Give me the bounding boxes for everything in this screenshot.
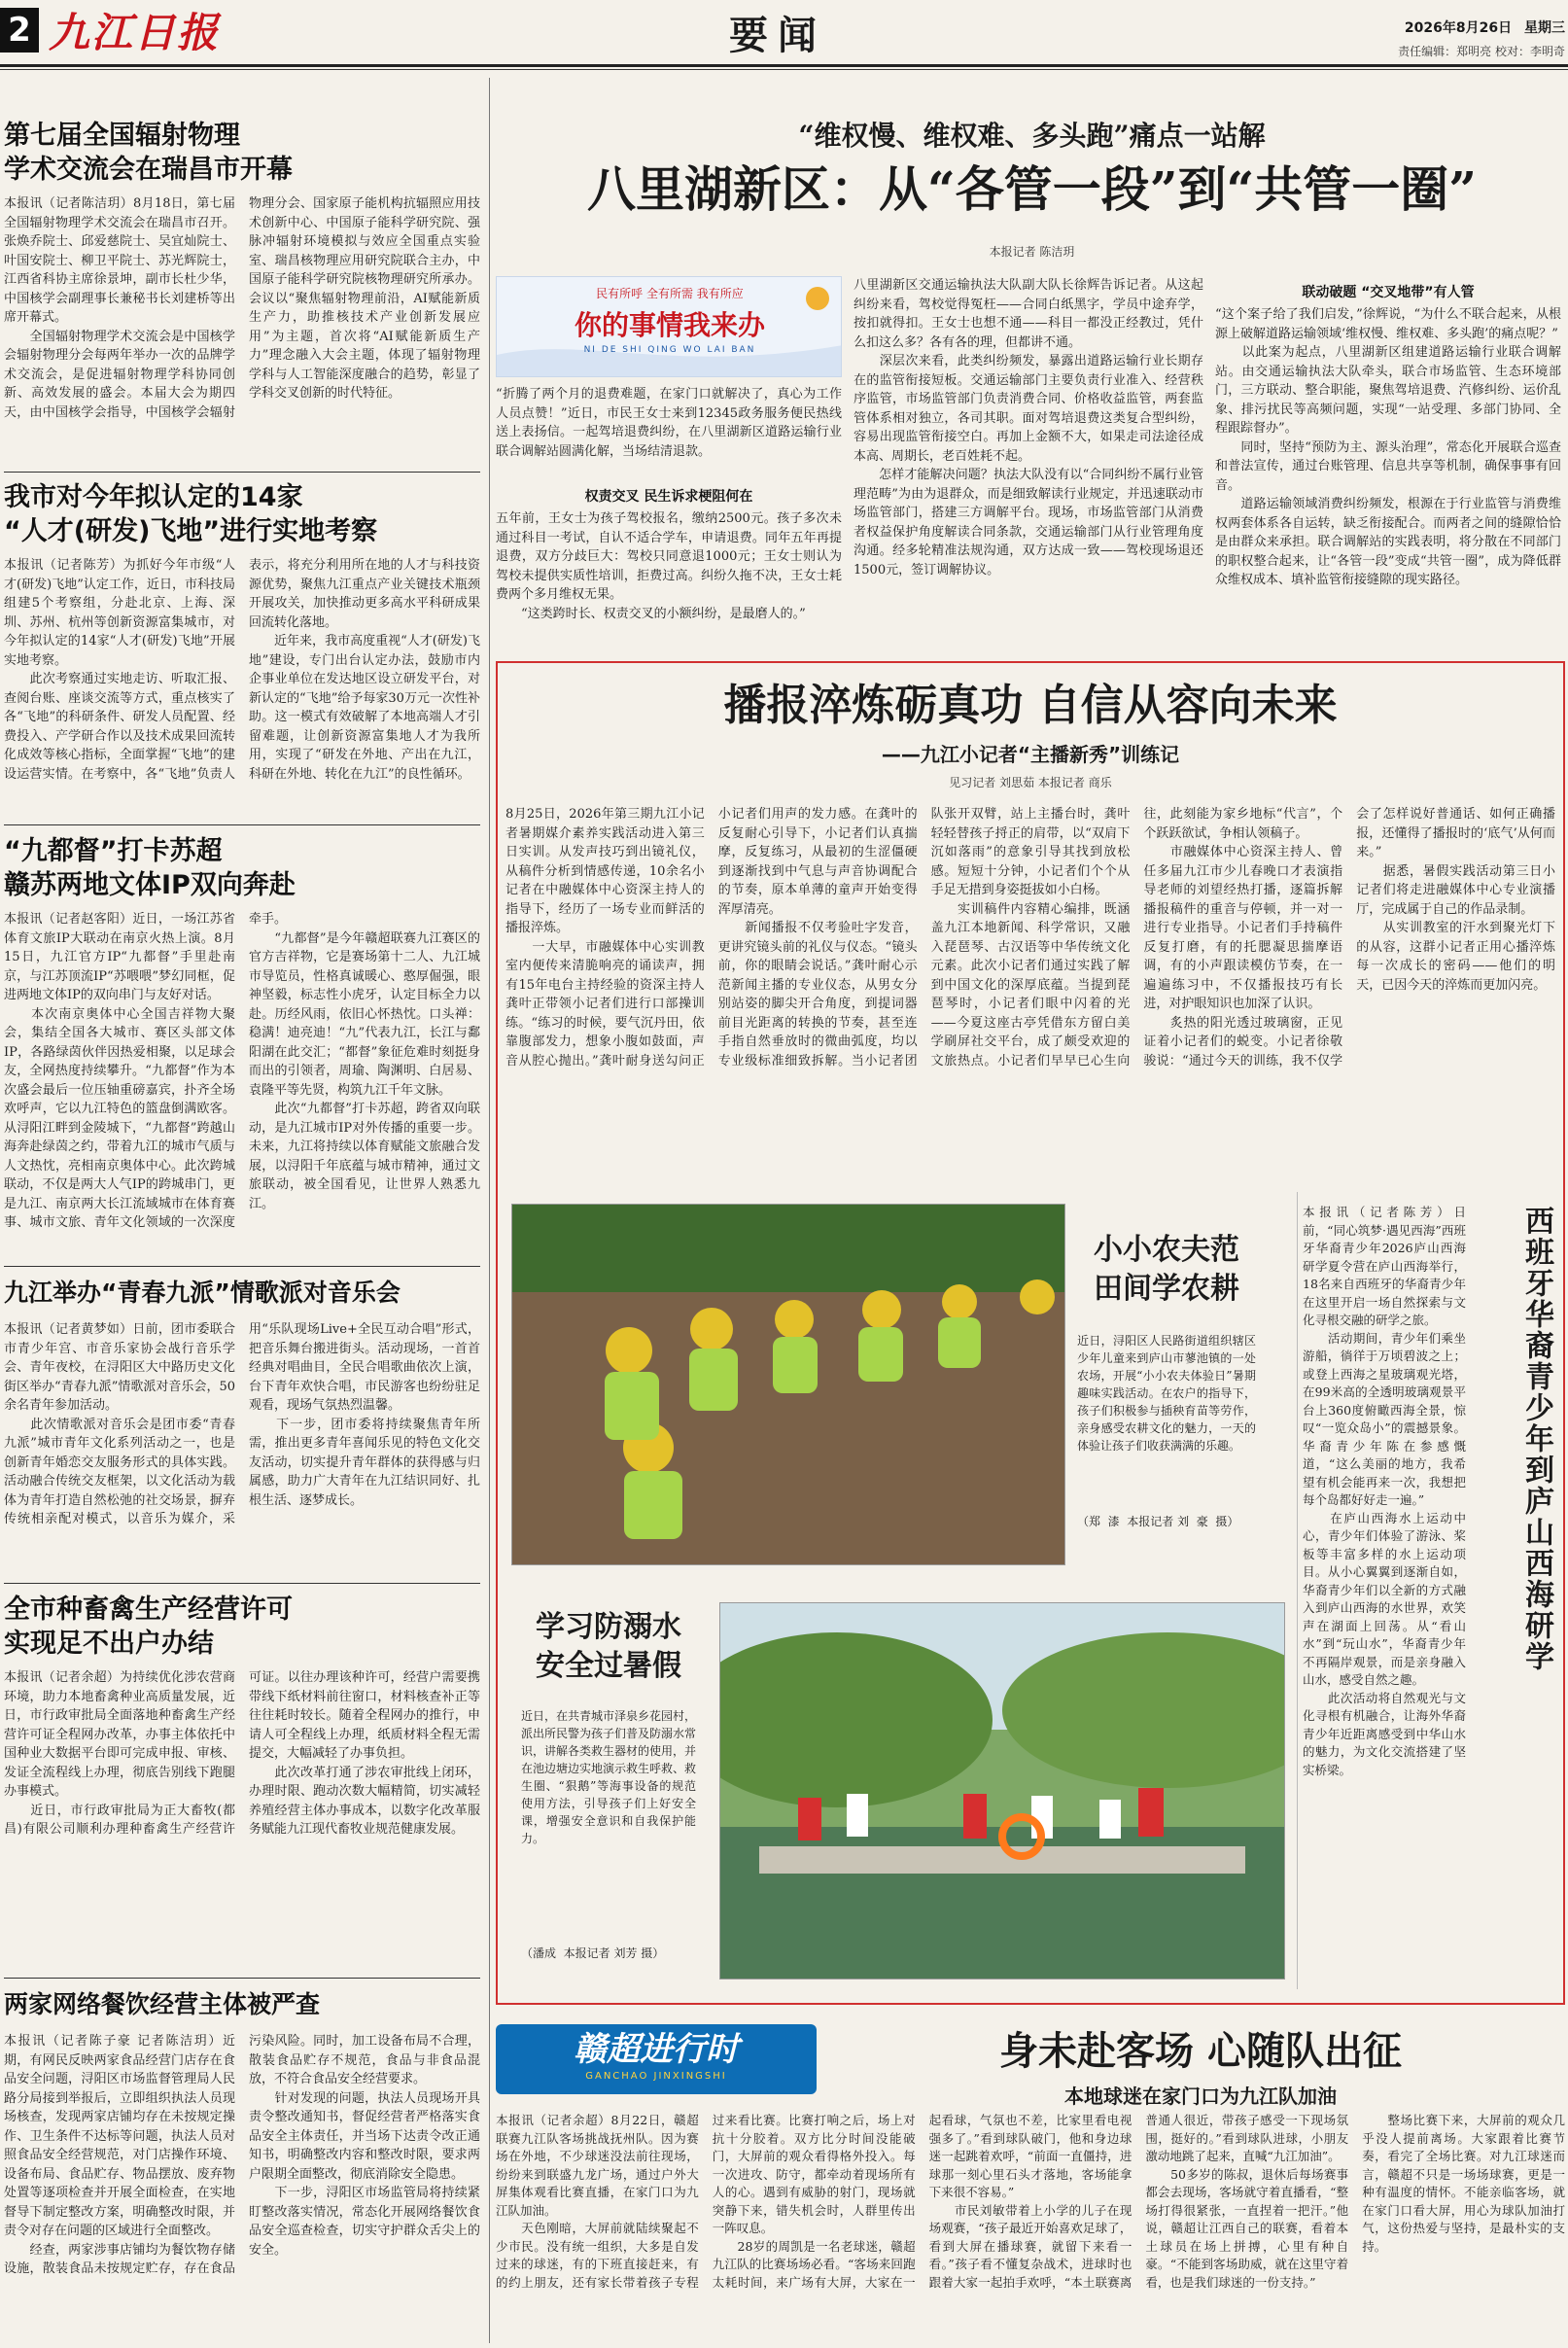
title-line-2: 田间学农耕 (1094, 1272, 1239, 1306)
issue-date (1264, 18, 1565, 37)
article-title-food-safety: 两家网络餐饮经营主体被严查 (4, 1990, 321, 2018)
lead-kicker: “维权慢、维权难、多头跑”痛点一站解 (798, 120, 1266, 152)
title-line-1: 小小农夫范 (1094, 1233, 1239, 1267)
article-body-radiation: 本报讯（记者陈洁玥）8月18日，第七届全国辐射物理学术交流会在瑞昌市召开。张焕乔院士、邱爱慈院士、吴宜灿院士、叶国安院士、柳卫平院士、苏光辉院士，江西省科协主席徐景坤，副市长杜少华，中国核学会副理事长兼秘书长刘建桥等出席开幕式。 全国辐射物理学术交流会是中国核学会辐射物理分会每两年举办一次的品牌学术交流会，是促进辐射物理学科协同创新、高效发展的盛会。本届大会为期四天，由中国核学会指导，中国核学会辐射物理分会、国家原子能机构抗辐照应用技术创新中心、中国原子能科学研究院、强脉冲辐射环境模拟与效应全国重点实验室、瑞昌核物理应用研究院联合主办，中国原子能科学研究院核物理研究所承办。会议以“聚焦辐射物理前沿，AI赋能新质生产力，助推核技术产业创新发展应用”为主题，首次将“AI赋能新质生产力”理念融入大会主题，体现了辐射物理学科与人工智能深度融合的趋势，彰显了学科交叉创新的时代特征。 (4, 196, 480, 420)
article-title-livestock (4, 1593, 480, 1661)
newspaper-logo: 九江日报 (49, 9, 221, 56)
farm-caption-title (1077, 1231, 1256, 1309)
article-divider (4, 1583, 480, 1584)
article-divider (4, 1266, 480, 1267)
title-line-1: 学习防溺水 (536, 1610, 681, 1644)
spain-vertical-title: 西班牙华裔青少年到庐山西海研学 (1519, 1206, 1553, 1672)
article-title-talent (4, 480, 480, 548)
feature-subtitle: ——九江小记者“主播新秀”训练记 (881, 743, 1180, 766)
sports-logo-text: 赣超进行时 (574, 2030, 739, 2069)
farm-photo (511, 1204, 1065, 1565)
sports-body: 本报讯（记者余超）8月22日，赣超联赛九江队客场挑战抚州队。因为赛场在外地，不少球迷没法前往现场，纷纷来到联盛九龙广场，通过户外大屏集体观看比赛直播，在家门口为九江队加油。 天色刚暗，大屏前就陆续聚起不少市民。没有统一组织，大多是自发过来的球迷，有的下班直接赶来，有的约上朋友，还有家长带着孩子专程过来看比赛。比赛打响之后，场上对抗十分胶着。双方比分时间没能破门，大屏前的观众看得格外投入。每一次进攻、防守，都牵动着现场所有人的心。遇到有威胁的射门，现场就突静下来，错失机会时，人群里传出一阵叹息。 28岁的周凯是一名老球迷，赣超九江队的比赛场场必看。“客场来回跑太耗时间，来广场有大屏，大家在一起看球，气氛也不差，比家里看电视强多了。”看到球队破门，他和身边球迷一起跳着欢呼，“前面一直僵持，进球那一刻心里石头才落地，客场能拿下来很不容易。” 市民刘敏带着上小学的儿子在现场观赛，“孩子最近开始喜欢足球了，看到大屏在播球赛，就留下来看一看。”孩子看不懂复杂战术，进球时也跟着大家一起拍手欢呼，“本土联赛离普通人很近，带孩子感受一下现场氛围，挺好的。”看到球队进球，小朋友激动地跳了起来，直喊“九江加油”。 50多岁的陈叔，退休后每场赛事都会去现场，客场就守着直播看，“整场打得很紧张，一直捏着一把汗。”他说，赣超让江西自己的联赛，看着本土球员在场上拼搏，心里有种自豪。“不能到客场助威，就在这里守着看，也是我们球迷的一份支持。” 整场比赛下来，大屏前的观众几乎没人提前离场。大家跟着比赛节奏，看完了全场比赛。对九江球迷而言，赣超不只是一场场球赛，更是一种有温度的情怀。不能亲临客场，就在家门口看大屏，用心为球队加油打气，这份热爱与坚持，是最朴实的支持。 (496, 2113, 1565, 2290)
title-line-2: 赣苏两地文体IP双向奔赴 (4, 870, 296, 900)
masthead-rule (0, 64, 1568, 67)
swim-photo (719, 1602, 1285, 1980)
lead-subhead-2: 联动破题 “交叉地带”有人管 (1302, 285, 1475, 300)
farm-photo-image (512, 1205, 1065, 1565)
article-divider (4, 1978, 480, 1979)
banner-pinyin: NI DE SHI QING WO LAI BAN (583, 345, 756, 355)
lead-body-3: 八里湖新区交通运输执法大队副大队长徐辉告诉记者。从这起纠纷来看，驾校觉得冤枉——合同白纸黑字，学员中途弃学，按扣就得扣。王女士也想不通——科目一都没正经教过，凭什么扣这么多？各有各的理，但都讲不通。 深层次来看，此类纠纷频发，暴露出道路运输行业长期存在的监管衔接短板。交通运输部门主要负责行业准入、经营秩序监管，市场监管部门负责消费合同、价格收益监管，两套监管体系相对独立，各司其职。面对驾培退费这类复合型纠纷，容易出现监管衔接空白。再加上金额不大，如果走司法途径成本高、周期长，老百姓耗不起。 怎样才能解决问题？执法大队没有以“合同纠纷不属行业管理范畴”为由为退群众，而是细致解读行业规定，并迅速联动市场监管部门，搭建三方调解平台。现场，市场监管部门从消费者权益保护角度解读合同条款，交通运输部门从行业管理角度沟通。经多轮精准法规沟通，双方达成一致——驾校现场退还1500元，签订调解协议。 (854, 278, 1203, 578)
title-line-1: “九都督”打卡苏超 (4, 836, 223, 866)
date-text: 2026年8月26日 (1404, 20, 1513, 36)
service-banner (496, 276, 842, 377)
page-number: 2 (8, 11, 31, 50)
lead-byline: 本报记者 陈洁玥 (989, 245, 1075, 259)
title-line-1: 第七届全国辐射物理 (4, 121, 240, 151)
article-divider (4, 824, 480, 825)
lead-body-2: 五年前，王女士为孩子驾校报名，缴纳2500元。孩子多次未通过科目一考试，自认不适合学车，申请退费。同年五年再提退费，双方分歧巨大：驾校只同意退1000元；王女士则认为驾校未提供实质性培训，拒费过高。纠纷久拖不决，王女士耗费两个多月维权无果。 “这类跨时长、权责交叉的小额纠纷，是最磨人的。” (496, 511, 842, 621)
article-divider (4, 472, 480, 473)
feature-inner-divider (1297, 1192, 1298, 1989)
lead-headline: 八里湖新区：从“各管一段”到“共管一圈” (586, 160, 1478, 218)
spain-article-body: 本报讯（记者陈芳）日前，“同心筑梦·遇见西海”西班牙华裔青少年2026庐山西海研学夏令营在庐山西海举行，18名来自西班牙的华裔青少年在这里开启一场自然探索与文化寻根交融的研学之旅。 活动期间，青少年们乘坐游船，徜徉于万顷碧波之上；或登上西海之星玻璃观光塔，在99米高的全透明玻璃观景平台上360度俯瞰西海全景，惊叹“一览众岛小”的震撼景象。华裔青少年陈在参感慨道，“这么美丽的地方，我希望有机会能再来一次，我想把每个岛都好好走一遍。” 在庐山西海水上运动中心，青少年们体验了游泳、桨板等丰富多样的水上运动项目。从小心翼翼到逐渐自如，华裔青少年们以全新的方式融入到庐山西海的水世界，欢笑声在湖面上回荡。从“看山水”到“玩山水”，华裔青少年不再隔岸观景，而是亲身融入山水，感受自然之趣。 此次活动将自然观光与文化寻根有机融合，让海外华裔青少年近距离感受到中华山水的魅力，为文化交流搭建了坚实桥梁。 (1303, 1205, 1466, 1777)
swim-caption-title (511, 1608, 706, 1686)
banner-slogan: 民有所呼 全有所需 我有所应 (596, 287, 744, 300)
feature-headline: 播报淬炼砺真功 自信从容向未来 (723, 681, 1338, 730)
title-line-2: “人才(研发)飞地”进行实地考察 (4, 516, 378, 546)
sports-subtitle: 本地球迷在家门口为九江队加油 (1064, 2085, 1337, 2108)
title-line-2: 实现足不出户办结 (4, 1629, 214, 1659)
article-body-livestock: 本报讯（记者余超）为持续优化涉农营商环境，助力本地畜禽种业高质量发展，近日，市行政审批局全面落地种畜禽生产经营许可证全程网办改革，办事主体依托中国种业大数据平台即可完成申报、审核、发证全流程线上办理，彻底告别线下跑腿办事模式。 近日，市行政审批局为正大畜牧(都昌)有限公司顺利办理种畜禽生产经营许可证。以往办理该种许可，经营户需要携带线下纸材料前往窗口，材料核查补正等往往耗时较长。随着全程网办的推行，申请人可全程线上办理，纸质材料全程无需提交，大幅减轻了办事负担。 此次改革打通了涉农审批线上闭环，办理时限、跑动次数大幅精简，切实减轻养殖经营主体办事成本，以数字化改革服务赋能九江现代畜牧业规范健康发展。 (4, 1670, 480, 1837)
swim-photo-credit: （潘成 本报记者 刘芳 摄） (521, 1946, 665, 1960)
farm-photo-credit: （郑 漆 本报记者 刘 豪 摄） (1077, 1515, 1239, 1528)
article-body-mascot: 本报讯（记者赵客阳）近日，一场江苏省体育文旅IP大联动在南京火热上演。8月15日，九江官方IP“九都督”手里赴南京，与江苏顶流IP“苏喂喂”梦幻同框，促进两地文体IP的双向串门与友好对话。 本次南京奥体中心全国吉祥物大聚会，集结全国各大城市、赛区头部文体IP，各路绿茵伙伴因热爱相聚，以足球会友，全网热度持续攀升。“九都督”作为本次盛会最后一位压轴重磅嘉宾，扑齐全场欢呼声，它以九江特色的篮盘倒满欧客。从浔阳江畔到金陵城下，“九都督”跨越山海奔赴绿茵之约，带着九江的城市气质与人文热忱，亮相南京奥体中心。此次跨城联动，不仅是两大人气IP的跨城串门，更是九江、南京两大长江流域城市在体育赛事、城市文旅、青年文化领域的一次深度牵手。 “九都督”是今年赣超联赛九江赛区的官方吉祥物，它是赛场第十二人、九江城市导览员，性格真诚暖心、憨厚倔强，眼神坚毅，标志性小虎牙，认定目标全力以赴。历经风雨，依旧心怀热忱。口头禅：稳满！迪亮迪！“九”代表九江，长江与鄱阳湖在此交汇；“都督”象征危难时刻挺身而出的引领者，周瑜、陶渊明、白居易、袁隆平等先贤，构筑九江千年文脉。 此次“九都督”打卡苏超，跨省双向联动，是九江城市IP对外传播的重要一步。未来，九江将持续以体育赋能文旅融合发展，以浔阳千年底蕴与城市精神，通过文旅联动，被全国看见，让世界人熟悉九江。 (4, 912, 480, 1230)
lead-subhead-1: 权责交叉 民生诉求梗阻何在 (584, 489, 753, 505)
lead-body-4: “这个案子给了我们启发，”徐辉说，“为什么不联合起来，从根源上破解道路运输领域‘维权慢、维权难、多头跑’的痛点呢？” 以此案为起点，八里湖新区组建道路运输行业联合调解站。由交通运输执法大队牵头，联合市场监管、生态环境部门，三方联动、整合职能，聚焦驾培退费、汽修纠纷、运价乱象、排污扰民等高频问题，实现“一站受理、多部门协同、全程跟踪督办”。 同时，坚持“预防为主、源头治理”，常态化开展联合巡查和普法宣传，通过台账管理、信息共享等机制，确保事事有回音。 道路运输领域消费纠纷频发，根源在于行业监管与消费维权两套体系各自运转，缺乏衔接配合。而两者之间的缝隙恰恰是由群众来承担。联合调解站的实践表明，将分散在不同部门的职权整合起来，让“各管一段”变成“共管一圈”，成为降低群众维权成本、填补监管衔接缝隙的现实路径。 (1215, 307, 1561, 587)
banner-title: 你的事情我来办 (574, 309, 765, 341)
editor-credits: 责任编辑：郑明亮 校对：李明奇 (1398, 45, 1565, 58)
article-body-food-safety: 本报讯（记者陈子豪 记者陈洁玥）近期，有网民反映两家食品经营门店存在食品安全问题，浔阳区市场监督管理局人民路分局接到举报后，立即组织执法人员现场核查，发现两家店铺均存在未按规定操作、卫生条件不达标等问题，执法人员对照食品安全经营规范，对门店操作环境、设备布局、食品贮存、物品摆放、废弃物处置等逐项检查并开展全面检查，在实地督导下制定整改方案，明确整改时限，并责令对存在问题的区域进行全面整改。 经查，两家涉事店铺均为餐饮物存储设施，散装食品未按规定贮存，存在食品污染风险。同时，加工设备布局不合理，散装食品贮存不规范，食品与非食品混放，不符合食品安全经营要求。 针对发现的问题，执法人员现场开具责令整改通知书，督促经营者严格落实食品安全主体责任，并当场下达责令改正通知书，明确整改内容和整改时限，要求两户限期全面整改，彻底消除安全隐患。 下一步，浔阳区市场监管局将持续紧盯整改落实情况，常态化开展网络餐饮食品安全巡查检查，切实守护群众舌尖上的安全。 (4, 2034, 480, 2276)
masthead-rule-thin (0, 69, 1568, 70)
title-line-1: 我市对今年拟认定的14家 (4, 482, 303, 512)
sports-headline: 身未赴客场 心随队出征 (999, 2028, 1402, 2074)
article-title-concert: 九江举办“青春九派”情歌派对音乐会 (4, 1279, 401, 1307)
section-title: 要闻 (729, 13, 826, 58)
weekday-text: 星期三 (1524, 20, 1565, 36)
article-body-concert: 本报讯（记者黄梦如）日前，团市委联合市青少年宫、市音乐家协会战行音乐学会、青年夜校，在浔阳区大中路历史文化街区举办“青春九派”情歌派对音乐会，50余名青年参加活动。 此次情歌派对音乐会是团市委“青春九派”城市青年文化系列活动之一，也是创新青年婚恋交友服务形式的具体实践。活动融合传统交友框架，以文化活动为载体为青年打造自然松弛的社交场景，摒弃传统相亲配对模式，以音乐为媒介，采用“乐队现场Live+全民互动合唱”形式，把音乐舞台搬进街头。活动现场，一首首经典对唱曲目，全民合唱歌曲依次上演，台下青年欢快合唱，市民游客也纷纷驻足观看，现场气氛热烈温馨。 下一步，团市委将持续聚焦青年所需，推出更多青年喜闻乐见的特色文化交友活动，切实提升青年群体的获得感与归属感，助力广大青年在九江结识同好、扎根生活、逐梦成长。 (4, 1322, 480, 1526)
article-title-radiation (4, 119, 480, 187)
sports-logo (496, 2024, 817, 2094)
sports-logo-subtext: GANCHAO JINXINGSHI (585, 2071, 727, 2082)
title-line-2: 学术交流会在瑞昌市开幕 (4, 155, 293, 185)
feature-byline: 见习记者 刘思茹 本报记者 商乐 (949, 776, 1112, 789)
article-title-mascot (4, 834, 480, 902)
farm-caption-body: 近日，浔阳区人民路街道组织辖区少年儿童来到庐山市蓼池镇的一处农场，开展“小小农夫体验日”暑期趣味实践活动。在农户的指导下，孩子们积极参与插秧育苗等劳作，亲身感受农耕文化的魅力，一天的体验让孩子们收获满满的乐趣。 (1077, 1334, 1256, 1453)
title-line-2: 安全过暑假 (536, 1649, 681, 1683)
title-line-1: 全市种畜禽生产经营许可 (4, 1595, 293, 1625)
swim-caption-body: 近日，在共青城市泽泉乡花园村，派出所民警为孩子们普及防溺水常识，讲解各类救生器材的使用，并在池边塘边实地演示救生呼救、救生圈、“狠鹅”等海事设备的规范使用方法，引导孩子们上好安全课，增强安全意识和自我保护能力。 (521, 1709, 696, 1845)
article-body-talent: 本报讯（记者陈芳）为抓好今年市级“人才(研发)飞地”认定工作，近日，市科技局组建5个考察组，分赴北京、上海、深圳、苏州、杭州等创新资源富集城市，对今年拟认定的14家“人才(研发)飞地”开展实地考察。 此次考察通过实地走访、听取汇报、查阅台账、座谈交流等方式，重点核实了各“飞地”的科研条件、研发人员配置、经费投入、产学研合作以及技术成果回流转化成效等核心指标，全面掌握“飞地”的建设运营实情。在考察中，各“飞地”负责人表示，将充分利用所在地的人才与科技资源优势，聚焦九江重点产业关键技术瓶颈开展攻关，加快推动更多高水平科研成果回流转化落地。 近年来，我市高度重视“人才(研发)飞地”建设，专门出台认定办法，鼓励市内企事业单位在发达地区设立研发平台，对新认定的“飞地”给予每家30万元一次性补助。这一模式有效破解了本地高端人才引留难题，让创新资源富集地人才为我所用，实现了“研发在外地、产出在九江，科研在外地、转化在九江”的良性循环。 (4, 558, 480, 782)
feature-body: 8月25日，2026年第三期九江小记者暑期媒介素养实践活动进入第三日实训。从发声技巧到出镜礼仪，从稿件分析到情感传递，10余名小记者在中融媒体中心资深主持人的指导下，经历了一场专业而鲜活的播报淬炼。 一大早，市融媒体中心实训教室内便传来清脆响亮的诵读声，拥有15年电台主持经验的资深主持人龚叶正带领小记者们进行口部操训练。“练习的时候，要气沉丹田，依靠腹部发力，想象小腹如鼓面，声音从腔心抛出。”龚叶耐身送勾问正小记者们用声的发力感。在龚叶的反复耐心引导下，小记者们认真揣摩，反复练习，从最初的生涩僵硬到逐渐找到中气息与声音协调配合的节奏，原本单薄的童声开始变得浑厚清亮。 新闻播报不仅考验吐字发音，更讲究镜头前的礼仪与仪态。“镜头前，你的眼睛会说话。”龚叶耐心示范新闻主播的专业仪态，从男女分别站姿的脚尖开合角度，到提词器前目光距离的转换的节奏，甚至连手指自然垂放时的微曲弧度，均以专业级标准细致拆解。当小记者团队张开双臂，站上主播台时，龚叶轻轻替孩子捋正的肩带，以“双肩下沉如落雨”的意象引导其找到放松感。短短十分钟，小记者们个个从手足无措到身姿挺拔如小白杨。 实训稿件内容精心编排，既涵盖九江本地新闻、科学常识，又融入琵琶琴、古汉语等中华传统文化元素。此次小记者们通过实践了解到中国文化的深厚底蕴。当提到琵琶琴时，小记者们眼中闪着的光——今夏这座古亭凭借东方留白美学刷屏社交平台，成了颇受欢迎的文旅热点。小记者们早早已心生向往，此刻能为家乡地标“代言”，个个跃跃欲试，争相认领稿子。 市融媒体中心资深主持人、曾任多届九江市少儿春晚口才表演指导老师的刘望经热打播，逐篇拆解播报稿件的重音与停顿，并一对一进行专业指导。小记者们手持稿件反复打磨，有的托腮凝思揣摩语调，有的小声跟读模仿节奏，在一遍遍练习中，不仅播报技巧有长进，对护眼知识也加深了认识。 炙热的阳光透过玻璃窗，正见证着小记者们的蜕变。小记者徐敬骏说：“通过今天的训练，我不仅学会了怎样说好普通话、如何正确播报，还懂得了播报时的‘底气’从何而来。” 据悉，暑假实践活动第三日小记者们将走进融媒体中心专业演播厅，完成属于自己的作品录制。 从实训教室的汗水到聚光灯下的从容，这群小记者正用心播淬炼每一次成长的密码——他们的明天，已因今天的淬炼而更加闪亮。 (505, 807, 1555, 1069)
lead-body-intro: “折腾了两个月的退费难题，在家门口就解决了，真心为工作人员点赞！”近日，市民王女士来到12345政务服务便民热线送上表扬信。一起驾培退费纠纷，在八里湖新区道路运输行业联合调解站圆满化解，当场结清退款。 (496, 387, 842, 459)
column-divider (489, 78, 490, 2343)
swim-photo-image (720, 1603, 1285, 1980)
